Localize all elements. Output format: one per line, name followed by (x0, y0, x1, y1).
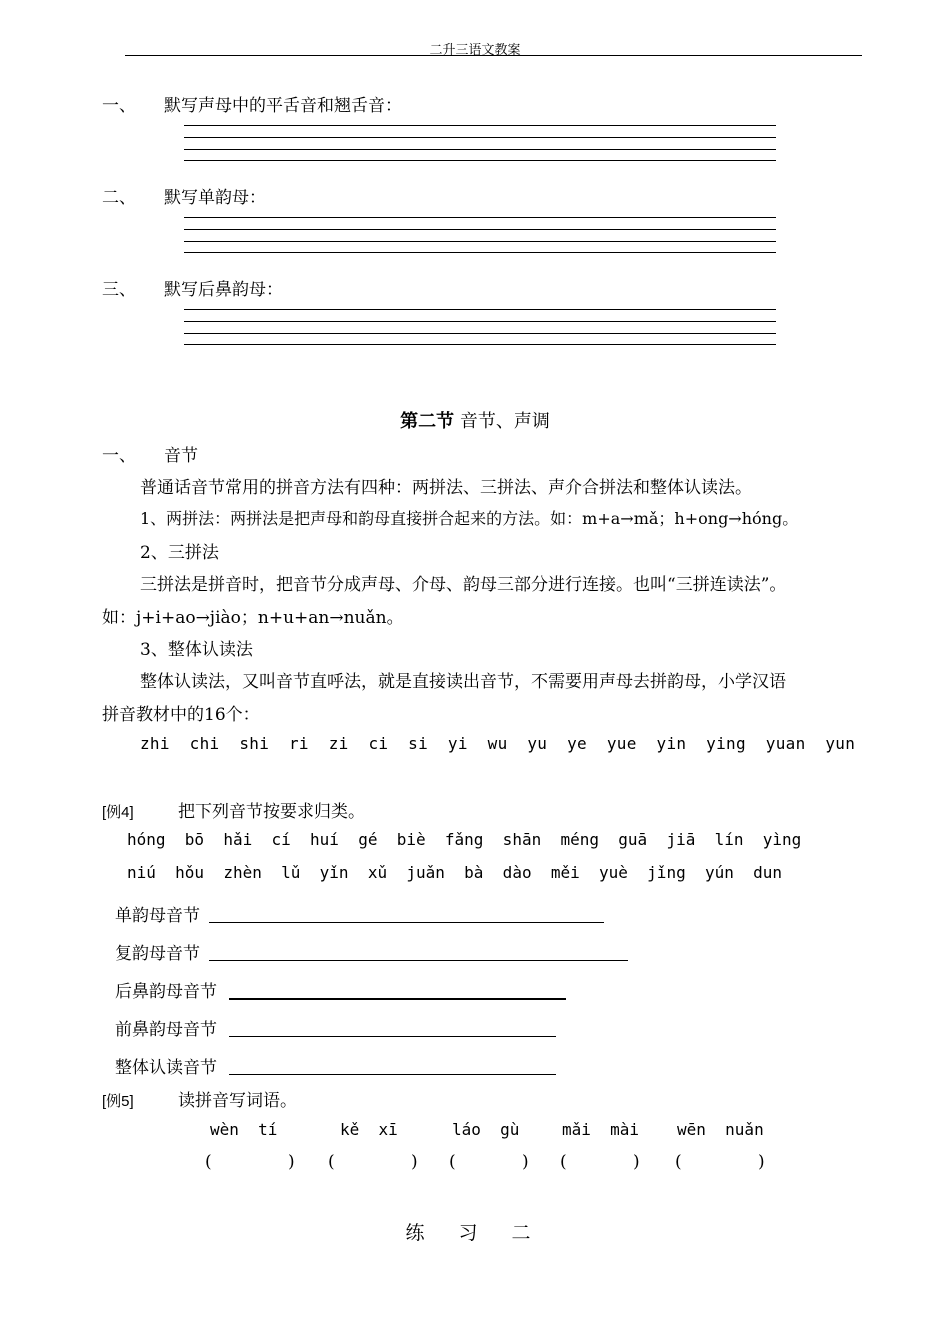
answer-blank[interactable] (229, 998, 566, 1000)
pinyin-word: mǎi mài (562, 1120, 640, 1139)
writing-line (184, 125, 776, 126)
syllable-row: niú hǒu zhèn lǔ yǐn xǔ juǎn bà dào měi yuè jǐng yún dun (127, 863, 783, 882)
writing-line (184, 229, 776, 230)
bracket-open: ( (449, 1152, 456, 1172)
exercise-heading: 练 习 二 (405, 1222, 545, 1244)
dictation-3-number: 三、 (102, 280, 136, 300)
writing-line (184, 333, 776, 334)
example-5-instruction: 读拼音写词语。 (178, 1091, 297, 1111)
paragraph: 三拼法是拼音时，把音节分成声母、介母、韵母三部分进行连接。也叫“三拼连读法”。 (140, 575, 787, 595)
header-rule (125, 55, 862, 56)
page-header-title: 二升三语文教案 (429, 43, 521, 58)
section-title-bold: 第二节 (400, 411, 455, 432)
example-4-instruction: 把下列音节按要求归类。 (178, 802, 365, 822)
bracket-close: ) (758, 1152, 765, 1172)
pinyin-word: wēn nuǎn (677, 1120, 764, 1139)
pinyin-word: wèn tí (210, 1120, 278, 1139)
paragraph: 如：j+i+ao→jiào；n+u+an→nuǎn。 (102, 608, 404, 628)
answer-blank[interactable] (209, 922, 604, 923)
bracket-close: ) (288, 1152, 295, 1172)
writing-line (184, 309, 776, 310)
writing-line (184, 321, 776, 322)
writing-line (184, 241, 776, 242)
category-label-front-nasal: 前鼻韵母音节 (115, 1020, 217, 1040)
writing-line (184, 217, 776, 218)
answer-blank[interactable] (209, 960, 628, 961)
paragraph: 1、两拼法：两拼法是把声母和韵母直接拼合起来的方法。如：m+a→mǎ；h+ong→hóng。 (140, 509, 799, 528)
bracket-open: ( (675, 1152, 682, 1172)
part-1-title: 音节 (164, 446, 198, 466)
paragraph: 3、整体认读法 (140, 640, 253, 660)
dictation-2-prompt: 默写单韵母： (164, 188, 266, 208)
bracket-open: ( (205, 1152, 212, 1172)
answer-blank[interactable] (229, 1036, 556, 1037)
bracket-close: ) (522, 1152, 529, 1172)
pinyin-word: láo gù (452, 1120, 520, 1139)
paragraph: 拼音教材中的16个： (102, 705, 260, 725)
dictation-3-prompt: 默写后鼻韵母： (164, 280, 283, 300)
dictation-1-prompt: 默写声母中的平舌音和翘舌音： (164, 96, 402, 116)
dictation-2-number: 二、 (102, 188, 136, 208)
writing-line (184, 252, 776, 253)
paragraph: 整体认读法，又叫音节直呼法，就是直接读出音节，不需要用声母去拼韵母，小学汉语 (140, 672, 786, 692)
example-4-label: [例4] (102, 804, 134, 821)
category-label-compound-vowel: 复韵母音节 (115, 944, 200, 964)
bracket-open: ( (328, 1152, 335, 1172)
section-title-rest: 音节、声调 (454, 411, 550, 432)
category-label-back-nasal: 后鼻韵母音节 (115, 982, 217, 1002)
category-label-whole-syllable: 整体认读音节 (115, 1058, 217, 1078)
example-5-label: [例5] (102, 1093, 134, 1110)
writing-line (184, 344, 776, 345)
part-1-number: 一、 (102, 446, 136, 466)
answer-blank[interactable] (229, 1074, 556, 1075)
pinyin-word: kě xī (340, 1120, 398, 1139)
paragraph: 2、三拼法 (140, 543, 219, 563)
bracket-open: ( (560, 1152, 567, 1172)
category-label-single-vowel: 单韵母音节 (115, 906, 200, 926)
section-title (0, 407, 950, 433)
writing-line (184, 149, 776, 150)
dictation-1-number: 一、 (102, 96, 136, 116)
bracket-close: ) (411, 1152, 418, 1172)
paragraph: 普通话音节常用的拼音方法有四种：两拼法、三拼法、声介合拼法和整体认读法。 (140, 478, 752, 498)
bracket-close: ) (633, 1152, 640, 1172)
writing-line (184, 137, 776, 138)
syllable-row: hóng bō hǎi cí huí gé biè fǎng shān méng guā jiā lín yìng (127, 830, 802, 849)
whole-syllables-list: zhi chi shi ri zi ci si yi wu yu ye yue yin ying yuan yun (140, 734, 856, 753)
writing-line (184, 160, 776, 161)
